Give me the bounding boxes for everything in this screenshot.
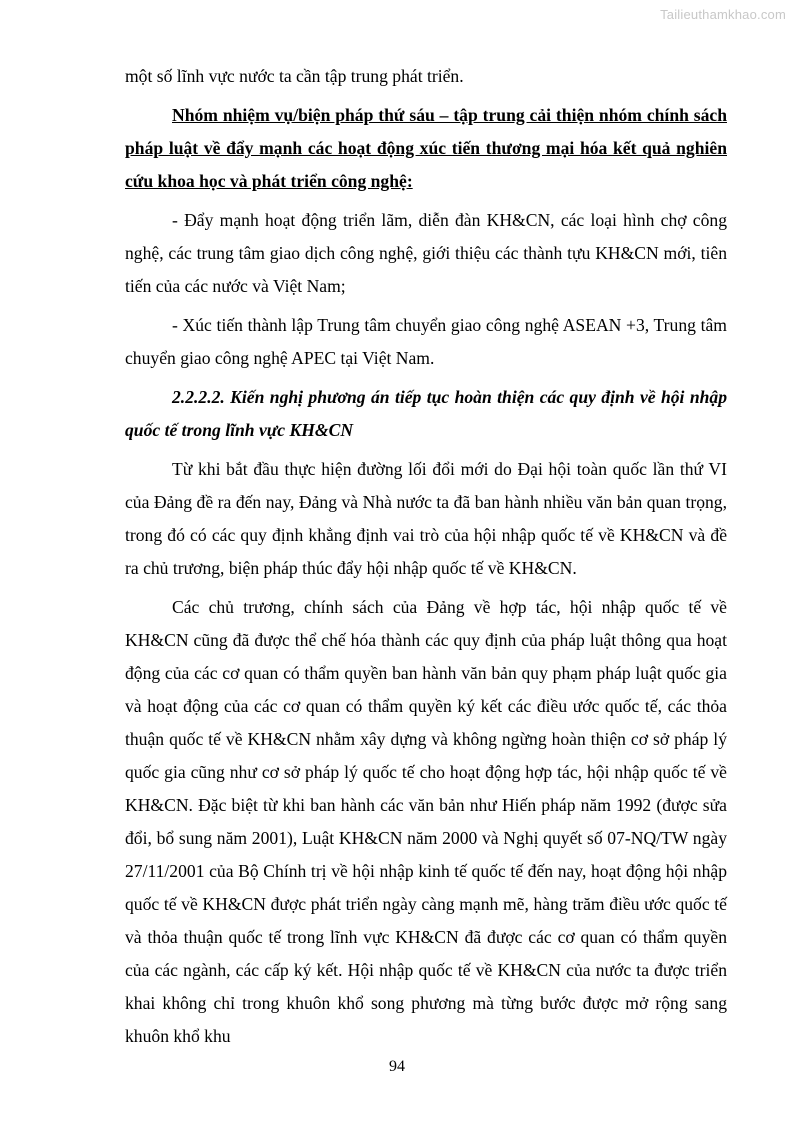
page-number: 94 [389, 1058, 405, 1075]
paragraph-continuation: một số lĩnh vực nước ta cần tập trung phát triển. [125, 66, 464, 86]
section-heading: Nhóm nhiệm vụ/biện pháp thứ sáu – tập trung cải thiện nhóm chính sách pháp luật về đẩy mạnh các hoạt động xúc tiến thương mại hóa kết quả nghiên cứu khoa học và phát triển công nghệ: [125, 105, 727, 191]
subsection-title: 2.2.2.2. Kiến nghị phương án tiếp tục hoàn thiện các quy định về hội nhập quốc tế trong lĩnh vực KH&CN [125, 387, 727, 440]
body-paragraph: Từ khi bắt đầu thực hiện đường lối đổi mới do Đại hội toàn quốc lần thứ VI của Đảng đề ra đến nay, Đảng và Nhà nước ta đã ban hành nhiều văn bản quan trọng, trong đó có các quy định khẳng định vai trò của hội nhập quốc tế về KH&CN và đề ra chủ trương, biện pháp thúc đẩy hội nhập quốc tế về KH&CN. [125, 459, 727, 578]
body-paragraph: Các chủ trương, chính sách của Đảng về hợp tác, hội nhập quốc tế về KH&CN cũng đã được thể chế hóa thành các quy định của pháp luật thông qua hoạt động của các cơ quan có thẩm quyền ban hành văn bản quy phạm pháp luật quốc gia và hoạt động của các cơ quan có thẩm quyền ký kết các điều ước quốc tế, các thỏa thuận quốc tế về KH&CN nhằm xây dựng và không ngừng hoàn thiện cơ sở pháp lý quốc gia cũng như cơ sở pháp lý quốc tế cho hoạt động hợp tác, hội nhập quốc tế về KH&CN. Đặc biệt từ khi ban hành các văn bản như Hiến pháp năm 1992 (được sửa đổi, bổ sung năm 2001), Luật KH&CN năm 2000 và Nghị quyết số 07-NQ/TW ngày 27/11/2001 của Bộ Chính trị về hội nhập kinh tế quốc tế đến nay, hoạt động hội nhập quốc tế về KH&CN được phát triển ngày càng mạnh mẽ, hàng trăm điều ước quốc tế và thỏa thuận quốc tế trong lĩnh vực KH&CN đã được các cơ quan có thẩm quyền của các ngành, các cấp ký kết. Hội nhập quốc tế về KH&CN của nước ta được triển khai không chỉ trong khuôn khổ song phương mà từng bước được mở rộng sang khuôn khổ khu [125, 597, 727, 1046]
bullet-item: - Đẩy mạnh hoạt động triển lãm, diễn đàn KH&CN, các loại hình chợ công nghệ, các trung tâm giao dịch công nghệ, giới thiệu các thành tựu KH&CN mới, tiên tiến của các nước và Việt Nam; [125, 210, 727, 296]
bullet-item: - Xúc tiến thành lập Trung tâm chuyển giao công nghệ ASEAN +3, Trung tâm chuyển giao công nghệ APEC tại Việt Nam. [125, 315, 727, 368]
document-page [125, 60, 727, 1059]
watermark: Tailieuthamkhao.com [660, 7, 786, 22]
